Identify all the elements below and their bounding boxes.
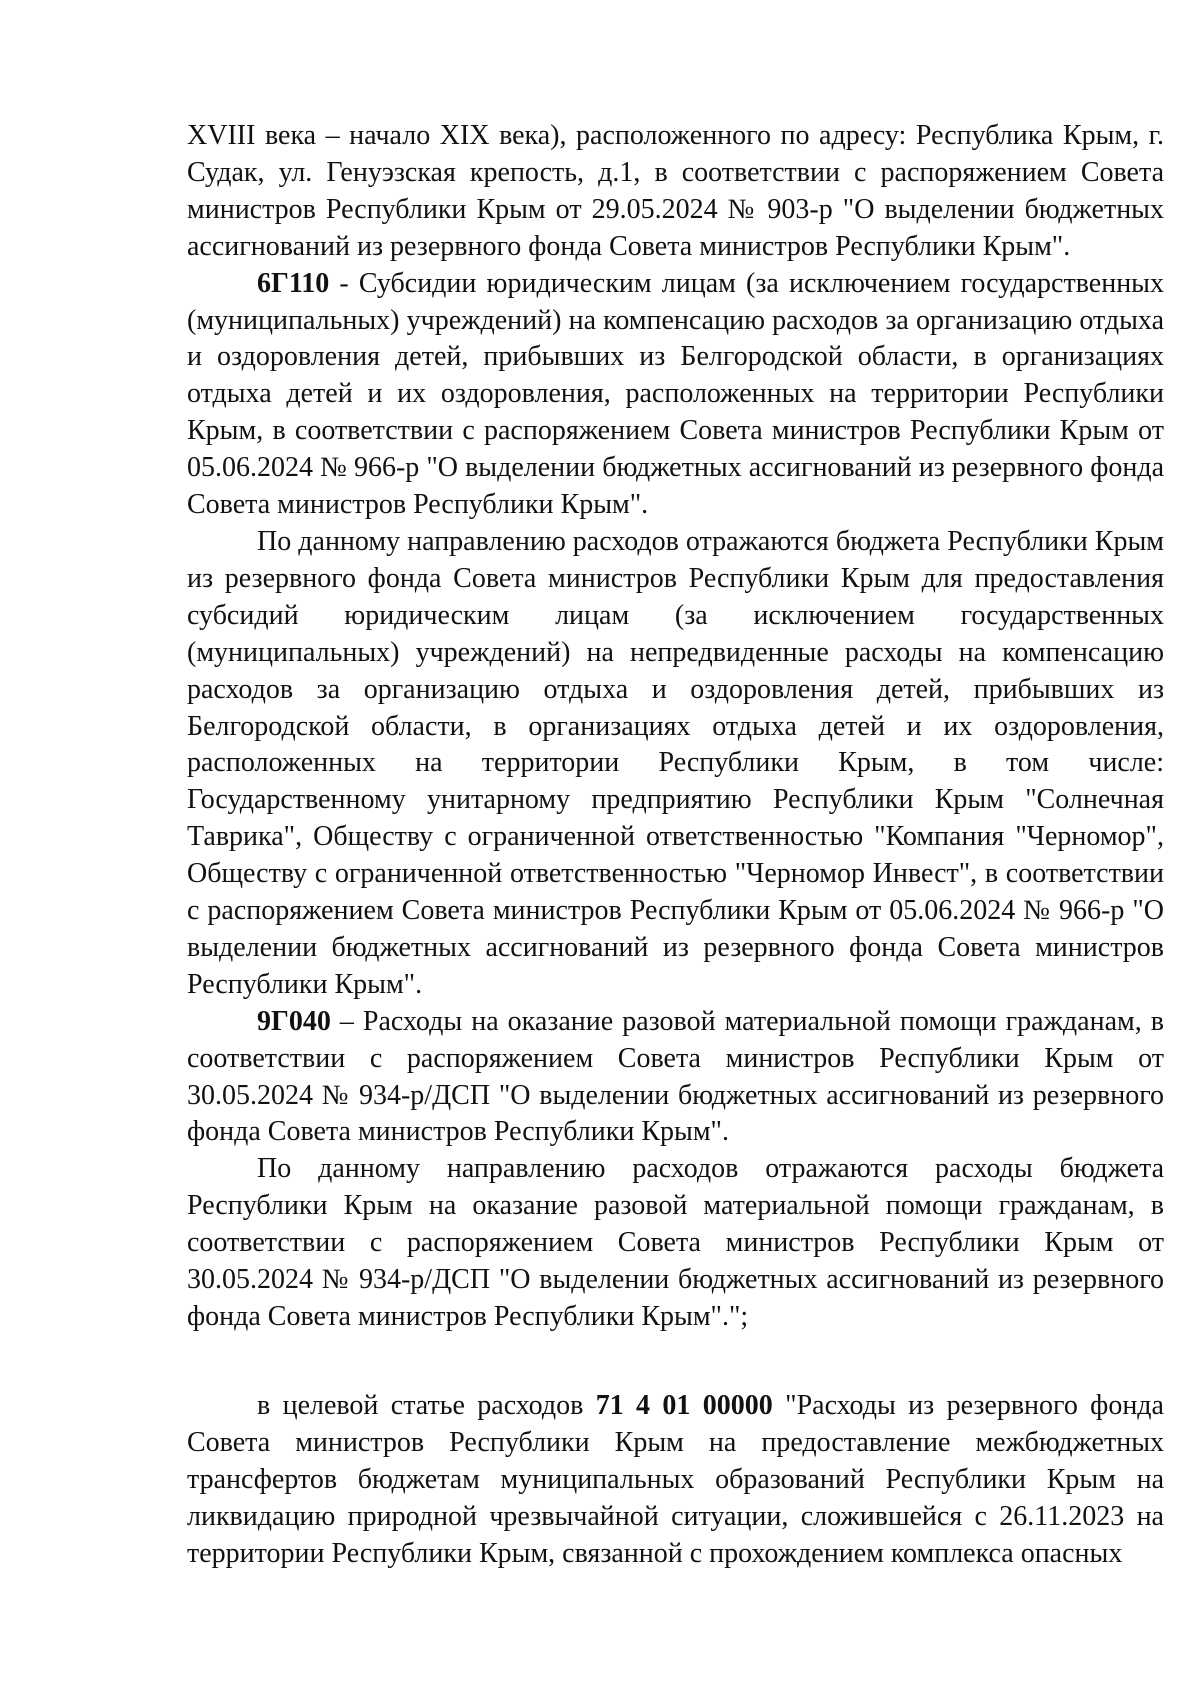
target-article-prefix: в целевой статье расходов	[257, 1389, 596, 1421]
paragraph-6g110-text: - Субсидии юридическим лицам (за исключением государственных (муниципальных) учреждений) на компенсацию расходов за организацию отдыха и оздоровления детей, прибывших из Белгородской области, в организациях отдыха детей и их оздоровления, расположенных на территории Республики Крым, в соответствии с распоряжением Совета министров Республики Крым от 05.06.2024 № 966-р "О выделении бюджетных ассигнований из резервного фонда Совета министров Республики Крым".	[187, 267, 1164, 521]
paragraph-9g040-description	[187, 1151, 1164, 1336]
paragraph-1	[187, 118, 1164, 266]
target-article-text: "Расходы из резервного фонда Совета министров Республики Крым на предоставление межбюджетных трансфертов бюджетам муниципальных образований Республики Крым на ликвидацию природной чрезвычайной ситуации, сложившейся с 26.11.2023 на территории Республики Крым, связанной с прохождением комплекса опасных	[187, 1389, 1164, 1569]
budget-code-9g040: 9Г040	[257, 1005, 331, 1037]
document-page	[187, 118, 1164, 1572]
budget-code-6g110: 6Г110	[257, 267, 330, 299]
paragraph-1-text: XVIII века – начало XIX века), расположенного по адресу: Республика Крым, г. Судак, ул. Генуэзская крепость, д.1, в соответствии с распоряжением Совета министров Республики Крым от 29.05.2024 № 903-р "О выделении бюджетных ассигнований из резервного фонда Совета министров Республики Крым".	[187, 120, 1164, 262]
paragraph-6g110-description-text: По данному направлению расходов отражаются бюджета Республики Крым из резервного фонда Совета министров Республики Крым для предоставления субсидий юридическим лицам (за исключением государственных (муниципальных) учреждений) на непредвиденные расходы на компенсацию расходов за организацию отдыха и оздоровления детей, прибывших из Белгородской области, в организациях отдыха детей и их оздоровления, расположенных на территории Республики Крым, в том числе: Государственному унитарному предприятию Республики Крым "Солнечная Таврика", Обществу с ограниченной ответственностью "Компания "Черномор", Обществу с ограниченной ответственностью "Черномор Инвест", в соответствии с распоряжением Совета министров Республики Крым от 05.06.2024 № 966-р "О выделении бюджетных ассигнований из резервного фонда Совета министров Республики Крым".	[187, 525, 1164, 1000]
paragraph-target-article	[187, 1388, 1164, 1573]
target-article-code: 71 4 01 00000	[595, 1389, 773, 1421]
paragraph-9g040-text: – Расходы на оказание разовой материальной помощи гражданам, в соответствии с распоряжением Совета министров Республики Крым от 30.05.2024 № 934-р/ДСП "О выделении бюджетных ассигнований из резервного фонда Совета министров Республики Крым".	[187, 1005, 1164, 1148]
paragraph-9g040-description-text: По данному направлению расходов отражаются расходы бюджета Республики Крым на оказание разовой материальной помощи гражданам, в соответствии с распоряжением Совета министров Республики Крым от 30.05.2024 № 934-р/ДСП "О выделении бюджетных ассигнований из резервного фонда Совета министров Республики Крым".";	[187, 1153, 1164, 1332]
paragraph-9g040	[187, 1004, 1164, 1152]
paragraph-6g110	[187, 266, 1164, 524]
paragraph-6g110-description	[187, 524, 1164, 1004]
